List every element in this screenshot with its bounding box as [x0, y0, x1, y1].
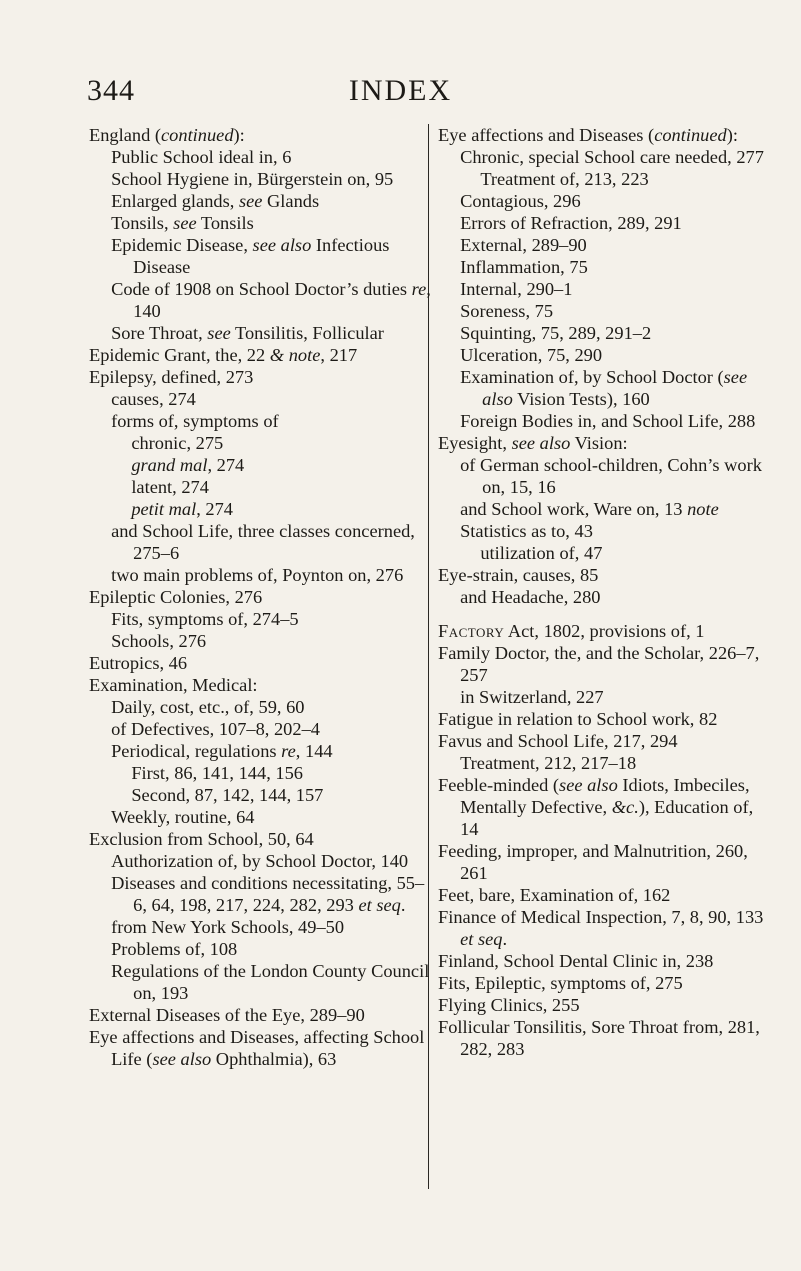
index-subsubentry: grand mal, 274 [131, 455, 245, 475]
index-subentry: Foreign Bodies in, and School Life, 288 [460, 411, 756, 431]
index-entry: Flying Clinics, 255 [438, 995, 580, 1015]
index-subentry: Enlarged glands, see Glands [111, 191, 320, 211]
page-number: 344 [87, 74, 135, 107]
index-entry: Eutropics, 46 [89, 653, 188, 673]
index-entry: Eye affections and Diseases, affecting School Life (see also Ophthalmia), 63 [89, 1027, 425, 1069]
index-subentry: Treatment, 212, 217–18 [460, 753, 637, 773]
running-head: INDEX [348, 74, 453, 107]
index-subentry: in Switzerland, 227 [460, 687, 604, 707]
index-subsubentry: latent, 274 [131, 477, 209, 497]
index-subsubentry: petit mal, 274 [131, 499, 233, 519]
index-entry: from New York Schools, 49–50 [111, 917, 345, 937]
index-entry: Family Doctor, the, and the Scholar, 226–7, 257 [438, 643, 760, 685]
index-subentry: Code of 1908 on School Doctor’s duties re, 140 [111, 279, 431, 321]
index-subentry: Schools, 276 [111, 631, 207, 651]
index-subsubentry: chronic, 275 [131, 433, 224, 453]
index-subentry: and School Life, three classes concerned, 275–6 [111, 521, 415, 563]
index-entry: Epileptic Colonies, 276 [89, 587, 263, 607]
index-subentry: School Hygiene in, Bürgerstein on, 95 [111, 169, 394, 189]
index-subentry: Diseases and conditions necessitating, 55–6, 64, 198, 217, 224, 282, 293 et seq. [111, 873, 425, 915]
index-entry: Exclusion from School, 50, 64 [89, 829, 314, 849]
index-entry: Favus and School Life, 217, 294 [438, 731, 678, 751]
index-entry: England (continued): [89, 125, 245, 145]
index-entry: Feeble-minded (see also Idiots, Imbeciles, Mentally Defective, &c.), Education of, 14 [438, 775, 754, 839]
index-subentry: Inflammation, 75 [460, 257, 588, 277]
index-subentry: Periodical, regulations re, 144 [111, 741, 333, 761]
index-subentry: Weekly, routine, 64 [111, 807, 255, 827]
index-entry: Epidemic Grant, the, 22 & note, 217 [89, 345, 358, 365]
index-entry: Feet, bare, Examination of, 162 [438, 885, 671, 905]
index-subentry: Squinting, 75, 289, 291–2 [460, 323, 652, 343]
index-subentry: Ulceration, 75, 290 [460, 345, 603, 365]
index-entry: Follicular Tonsilitis, Sore Throat from, 281, 282, 283 [438, 1017, 760, 1059]
index-subentry: of Defectives, 107–8, 202–4 [111, 719, 320, 739]
index-entry: Fits, Epileptic, symptoms of, 275 [438, 973, 683, 993]
index-subentry: Chronic, special School care needed, 277 [460, 147, 764, 167]
index-subentry: Daily, cost, etc., of, 59, 60 [111, 697, 305, 717]
index-subentry: External, 289–90 [460, 235, 587, 255]
index-subsubentry: First, 86, 141, 144, 156 [131, 763, 303, 783]
index-subentry: of German school-children, Cohn’s work on, 15, 16 [460, 455, 762, 497]
index-subentry: Examination of, by School Doctor (see also Vision Tests), 160 [460, 367, 748, 409]
index-column-right [438, 124, 765, 1060]
index-subentry: Sore Throat, see Tonsilitis, Follicular [111, 323, 384, 343]
index-subentry: forms of, symptoms of [111, 411, 279, 431]
index-subentry: Statistics as to, 43 [460, 521, 593, 541]
index-entry: Factory Act, 1802, provisions of, 1 [438, 621, 705, 641]
index-column-left [89, 124, 434, 1070]
index-subsubentry: utilization of, 47 [480, 543, 603, 563]
index-entry: Finance of Medical Inspection, 7, 8, 90, 133 et seq. [438, 907, 764, 949]
index-entry: Epilepsy, defined, 273 [89, 367, 254, 387]
index-entry: Eye-strain, causes, 85 [438, 565, 599, 585]
index-subentry: Soreness, 75 [460, 301, 554, 321]
index-subentry: Epidemic Disease, see also Infectious Disease [111, 235, 390, 277]
index-entry: Eye affections and Diseases (continued): [438, 125, 738, 145]
index-subentry: Tonsils, see Tonsils [111, 213, 254, 233]
index-entry: External Diseases of the Eye, 289–90 [89, 1005, 365, 1025]
index-entry: Eyesight, see also Vision: [438, 433, 628, 453]
index-subentry: Internal, 290–1 [460, 279, 573, 299]
index-subentry: two main problems of, Poynton on, 276 [111, 565, 404, 585]
page-header [0, 74, 801, 114]
index-entry: Examination, Medical: [89, 675, 258, 695]
index-subentry: Errors of Refraction, 289, 291 [460, 213, 682, 233]
index-entry: Feeding, improper, and Malnutrition, 260, 261 [438, 841, 748, 883]
index-subentry: Authorization of, by School Doctor, 140 [111, 851, 409, 871]
index-subentry: and Headache, 280 [460, 587, 601, 607]
index-entry: Finland, School Dental Clinic in, 238 [438, 951, 714, 971]
index-subentry: Problems of, 108 [111, 939, 238, 959]
index-subentry: Fits, symptoms of, 274–5 [111, 609, 299, 629]
index-subentry: Public School ideal in, 6 [111, 147, 292, 167]
index-entry: Fatigue in relation to School work, 82 [438, 709, 718, 729]
index-subsubentry: Second, 87, 142, 144, 157 [131, 785, 324, 805]
index-subentry: Regulations of the London County Council on, 193 [111, 961, 430, 1003]
index-subsubentry: Treatment of, 213, 223 [480, 169, 649, 189]
index-subentry: Contagious, 296 [460, 191, 581, 211]
index-subentry: and School work, Ware on, 13 note [460, 499, 719, 519]
index-subentry: causes, 274 [111, 389, 196, 409]
